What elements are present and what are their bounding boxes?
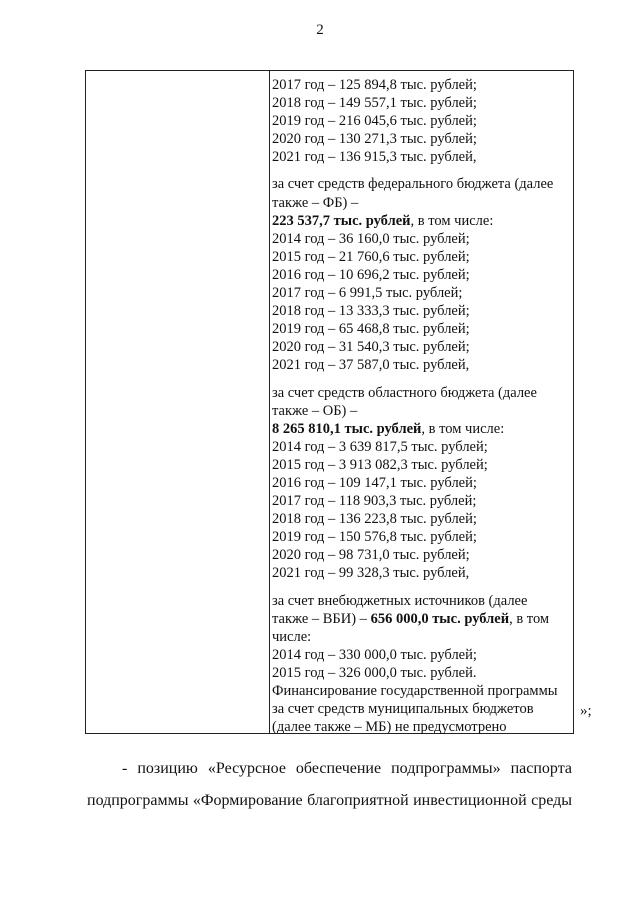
ob-year-line: 2021 год – 99 328,3 тыс. рублей, xyxy=(272,565,470,582)
vbi-total: 656 000,0 тыс. рублей xyxy=(370,610,510,627)
body-paragraph-line: - позицию «Ресурсное обеспечение подпрограммы» паспорта xyxy=(122,760,572,777)
fb-year-line: 2021 год – 37 587,0 тыс. рублей, xyxy=(272,357,470,374)
table-right-cell xyxy=(272,76,570,736)
closing-quote: »; xyxy=(580,703,592,719)
ob-year-line: 2019 год – 150 576,8 тыс. рублей; xyxy=(272,529,477,546)
ob-year-line: 2020 год – 98 731,0 тыс. рублей; xyxy=(272,547,470,564)
body-paragraph-line: подпрограммы «Формирование благоприятной инвестиционной среды xyxy=(87,792,572,809)
vbi-year-line: 2014 год – 330 000,0 тыс. рублей; xyxy=(272,646,477,663)
fb-total: 223 537,7 тыс. рублей xyxy=(272,212,411,229)
fb-year-line: 2016 год – 10 696,2 тыс. рублей; xyxy=(272,266,470,283)
ob-year-line: 2014 год – 3 639 817,5 тыс. рублей; xyxy=(272,438,488,455)
fb-total-line xyxy=(272,212,570,230)
mb-line: за счет средств муниципальных бюджетов xyxy=(272,701,534,718)
ob-year-line: 2017 год – 118 903,3 тыс. рублей; xyxy=(272,493,477,510)
fb-year-line: 2018 год – 13 333,3 тыс. рублей; xyxy=(272,303,470,320)
ob-total: 8 265 810,1 тыс. рублей xyxy=(272,420,422,437)
column-divider xyxy=(269,71,270,733)
funding-line: 2020 год – 130 271,3 тыс. рублей; xyxy=(272,131,477,148)
fb-year-line: 2017 год – 6 991,5 тыс. рублей; xyxy=(272,285,463,302)
vbi-intro-prefix: также – ВБИ) – xyxy=(272,610,371,627)
fb-year-line: 2014 год – 36 160,0 тыс. рублей; xyxy=(272,230,470,247)
mb-line: Финансирование государственной программы xyxy=(272,683,558,699)
page-number: 2 xyxy=(316,22,324,38)
resource-table xyxy=(85,70,574,734)
ob-total-suffix: , в том числе: xyxy=(421,420,505,437)
ob-total-line xyxy=(272,420,570,438)
fb-intro: также – ФБ) – xyxy=(272,194,359,211)
mb-line: (далее также – МБ) не предусмотрено xyxy=(272,719,507,736)
funding-line: 2018 год – 149 557,1 тыс. рублей; xyxy=(272,95,477,112)
fb-year-line: 2015 год – 21 760,6 тыс. рублей; xyxy=(272,248,470,265)
fb-year-line: 2019 год – 65 468,8 тыс. рублей; xyxy=(272,321,470,338)
funding-line: 2017 год – 125 894,8 тыс. рублей; xyxy=(272,77,477,93)
funding-line: 2021 год – 136 915,3 тыс. рублей, xyxy=(272,149,477,166)
ob-year-line: 2018 год – 136 223,8 тыс. рублей; xyxy=(272,511,477,528)
vbi-intro-suffix: , в том xyxy=(509,610,550,627)
vbi-intro: за счет внебюджетных источников (далее xyxy=(272,592,528,609)
ob-year-line: 2016 год – 109 147,1 тыс. рублей; xyxy=(272,474,477,491)
vbi-year-line: 2015 год – 326 000,0 тыс. рублей. xyxy=(272,664,477,681)
vbi-intro: числе: xyxy=(272,628,312,645)
funding-line: 2019 год – 216 045,6 тыс. рублей; xyxy=(272,113,477,130)
ob-year-line: 2015 год – 3 913 082,3 тыс. рублей; xyxy=(272,456,488,473)
ob-intro: за счет средств областного бюджета (далее xyxy=(272,384,537,401)
vbi-total-line xyxy=(272,610,570,628)
fb-intro: за счет средств федерального бюджета (далее xyxy=(272,176,554,193)
fb-year-line: 2020 год – 31 540,3 тыс. рублей; xyxy=(272,339,470,356)
fb-total-suffix: , в том числе: xyxy=(410,212,494,229)
ob-intro: также – ОБ) – xyxy=(272,402,358,419)
